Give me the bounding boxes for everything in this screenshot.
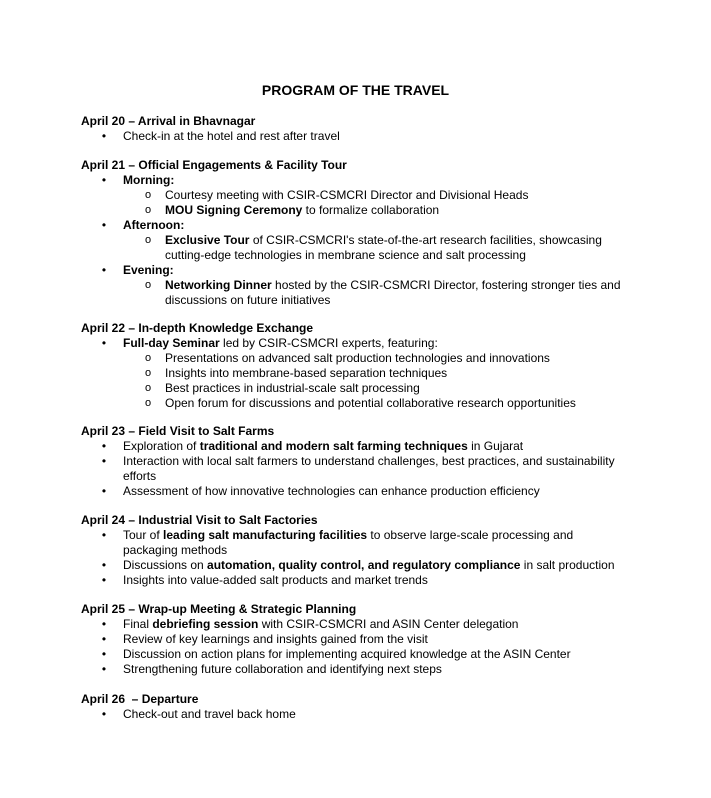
sub-list-item: o Open forum for discussions and potential collaborative research opportunities xyxy=(144,396,576,410)
bullet-mark: • xyxy=(101,647,107,661)
bullet-mark: • xyxy=(101,573,107,587)
list-item: • Check-out and travel back home xyxy=(81,707,641,722)
sub-bullet-mark: o xyxy=(144,204,152,216)
bullet-mark: • xyxy=(101,484,107,498)
list-item: • Interaction with local salt farmers to understand challenges, best practices, and sustainability efforts xyxy=(81,454,641,484)
day-april-23 xyxy=(81,424,641,499)
bullet-mark: • xyxy=(101,632,107,646)
day-heading: April 20 – Arrival in Bhavnagar xyxy=(81,114,256,128)
day-april-20 xyxy=(81,114,641,144)
list-item: • Review of key learnings and insights gained from the visit xyxy=(81,632,641,647)
sub-list-item: o Presentations on advanced salt production technologies and innovations xyxy=(144,351,550,365)
bullet-mark: • xyxy=(101,129,107,143)
list-item: • Strengthening future collaboration and identifying next steps xyxy=(81,662,641,677)
bullet-mark: • xyxy=(101,336,107,350)
sub-bullet-mark: o xyxy=(144,189,152,201)
day-heading: April 23 – Field Visit to Salt Farms xyxy=(81,424,275,438)
list-item: • Discussion on action plans for implementing acquired knowledge at the ASIN Center xyxy=(81,647,641,662)
bullet-mark: • xyxy=(101,173,107,187)
list-item: • Discussions on automation, quality control, and regulatory compliance in salt production xyxy=(81,558,641,573)
list-item-afternoon: • Afternoon: xyxy=(81,218,641,233)
sub-list-item: o Networking Dinner hosted by the CSIR-CSMCRI Director, fostering stronger ties and discussions on future initiatives xyxy=(144,278,621,307)
bullet-mark: • xyxy=(101,662,107,676)
list-item: • Exploration of traditional and modern salt farming techniques in Gujarat xyxy=(81,439,641,454)
day-april-24 xyxy=(81,513,641,588)
sub-bullet-mark: o xyxy=(144,279,152,291)
list-item-morning: • Morning: xyxy=(81,173,641,188)
day-april-26 xyxy=(81,692,641,722)
sub-bullet-mark: o xyxy=(144,234,152,246)
bullet-mark: • xyxy=(101,454,107,468)
day-heading: April 24 – Industrial Visit to Salt Factories xyxy=(81,513,318,527)
document-title: PROGRAM OF THE TRAVEL xyxy=(261,82,450,98)
bullet-mark: • xyxy=(101,263,107,277)
list-item-evening: • Evening: xyxy=(81,263,641,278)
list-item: • Tour of leading salt manufacturing facilities to observe large-scale processing and packaging methods xyxy=(81,528,641,558)
day-heading: April 26 – Departure xyxy=(81,692,199,706)
sub-bullet-mark: o xyxy=(144,382,152,394)
sub-list-item: o Exclusive Tour of CSIR-CSMCRI's state-of-the-art research facilities, showcasing cutting-edge technologies in membrane science and salt processing xyxy=(144,233,602,262)
sub-bullet-mark: o xyxy=(144,352,152,364)
bullet-mark: • xyxy=(101,617,107,631)
list-item: • Full-day Seminar led by CSIR-CSMCRI experts, featuring: xyxy=(81,336,641,351)
list-item: • Insights into value-added salt products and market trends xyxy=(81,573,641,588)
day-heading: April 21 – Official Engagements & Facility Tour xyxy=(81,158,347,172)
list-item: • Assessment of how innovative technologies can enhance production efficiency xyxy=(81,484,641,499)
sub-list-item: o MOU Signing Ceremony to formalize collaboration xyxy=(144,203,440,217)
bullet-mark: • xyxy=(101,218,107,232)
sub-list-item: o Insights into membrane-based separation techniques xyxy=(144,366,448,380)
sub-bullet-mark: o xyxy=(144,367,152,379)
day-heading: April 25 – Wrap-up Meeting & Strategic Planning xyxy=(81,602,357,616)
day-april-22 xyxy=(81,321,641,411)
bullet-mark: • xyxy=(101,558,107,572)
bullet-mark: • xyxy=(101,707,107,721)
day-april-21 xyxy=(81,158,641,308)
sub-bullet-mark: o xyxy=(144,397,152,409)
sub-list-item: o Best practices in industrial-scale salt processing xyxy=(144,381,420,395)
list-item: • Final debriefing session with CSIR-CSMCRI and ASIN Center delegation xyxy=(81,617,641,632)
bullet-mark: • xyxy=(101,439,107,453)
day-april-25 xyxy=(81,602,641,677)
day-heading: April 22 – In-depth Knowledge Exchange xyxy=(81,321,314,335)
sub-list-item: o Courtesy meeting with CSIR-CSMCRI Director and Divisional Heads xyxy=(144,188,529,202)
list-item: • Check-in at the hotel and rest after travel xyxy=(81,129,641,144)
bullet-mark: • xyxy=(101,528,107,542)
